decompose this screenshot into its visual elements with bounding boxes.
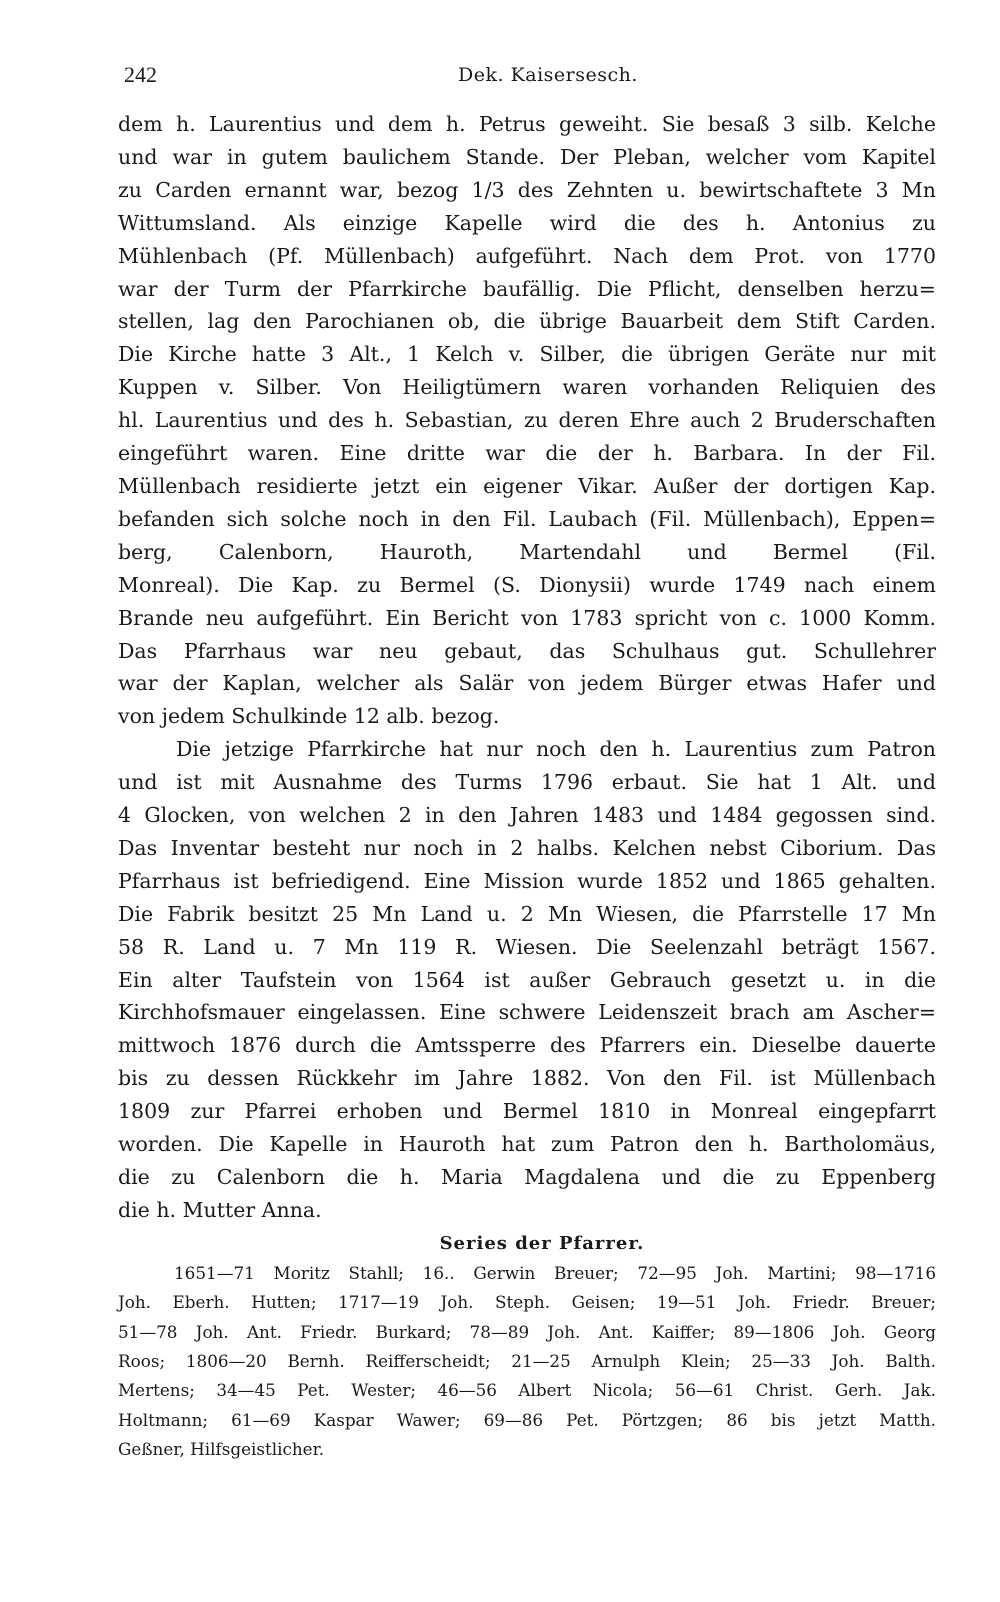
- text-line: stellen, lag den Parochianen ob, die übrige Bauarbeit dem Stift Carden.: [118, 309, 936, 334]
- text-line: und ist mit Ausnahme des Turms 1796 erbaut. Sie hat 1 Alt. und: [118, 770, 936, 795]
- series-line: Holtmann; 61—69 Kaspar Wawer; 69—86 Pet. Pörtzgen; 86 bis jetzt Matth.: [118, 1409, 936, 1430]
- text-line: hl. Laurentius und des h. Sebastian, zu deren Ehre auch 2 Bruderschaften: [118, 408, 936, 433]
- text-line: war der Turm der Pfarrkirche baufällig. Die Pflicht, denselben herzu=: [118, 276, 936, 301]
- text-line: Müllenbach residierte jetzt ein eigener Vikar. Außer der dortigen Kap.: [118, 473, 936, 498]
- text-line: worden. Die Kapelle in Hauroth hat zum Patron den h. Bartholomäus,: [118, 1132, 936, 1157]
- text-line: Das Pfarrhaus war neu gebaut, das Schulhaus gut. Schullehrer: [118, 638, 936, 663]
- text-line: berg, Calenborn, Hauroth, Martendahl und Bermel (Fil.: [118, 539, 936, 564]
- text-line: Mühlenbach (Pf. Müllenbach) aufgeführt. Nach dem Prot. von 1770: [118, 243, 936, 268]
- book-page: [118, 56, 936, 1465]
- text-line: Kirchhofsmauer eingelassen. Eine schwere Leidenszeit brach am Ascher=: [118, 1000, 936, 1025]
- text-line: die h. Mutter Anna.: [118, 1197, 322, 1222]
- text-line: Die jetzige Pfarrkirche hat nur noch den h. Laurentius zum Patron: [176, 737, 936, 762]
- text-line: 4 Glocken, von welchen 2 in den Jahren 1483 und 1484 gegossen sind.: [118, 803, 936, 828]
- text-line: Wittumsland. Als einzige Kapelle wird die des h. Antonius zu: [118, 210, 936, 235]
- text-line: war der Kaplan, welcher als Salär von jedem Bürger etwas Hafer und: [118, 671, 936, 696]
- text-line: eingeführt waren. Eine dritte war die der h. Barbara. In der Fil.: [118, 441, 936, 466]
- text-line: bis zu dessen Rückkehr im Jahre 1882. Von den Fil. ist Müllenbach: [118, 1066, 936, 1091]
- series-line: Roos; 1806—20 Bernh. Reifferscheidt; 21—25 Arnulph Klein; 25—33 Joh. Balth.: [118, 1351, 936, 1372]
- series-line: Mertens; 34—45 Pet. Wester; 46—56 Albert Nicola; 56—61 Christ. Gerh. Jak.: [118, 1380, 936, 1401]
- series-line: 1651—71 Moritz Stahll; 16.. Gerwin Breuer; 72—95 Joh. Martini; 98—1716: [174, 1262, 936, 1283]
- text-line: Die Kirche hatte 3 Alt., 1 Kelch v. Silber, die übrigen Geräte nur mit: [118, 342, 936, 367]
- text-line: von jedem Schulkinde 12 alb. bezog.: [118, 704, 500, 729]
- text-line: Kuppen v. Silber. Von Heiligtümern waren vorhanden Reliquien des: [118, 375, 936, 400]
- text-line: 1809 zur Pfarrei erhoben und Bermel 1810 in Monreal eingepfarrt: [118, 1099, 936, 1124]
- running-title: Dek. Kaisersesch.: [458, 64, 638, 86]
- text-line: Die Fabrik besitzt 25 Mn Land u. 2 Mn Wiesen, die Pfarrstelle 17 Mn: [118, 901, 936, 926]
- series-line: 51—78 Joh. Ant. Friedr. Burkard; 78—89 Joh. Ant. Kaiffer; 89—1806 Joh. Georg: [118, 1321, 936, 1342]
- text-line: mittwoch 1876 durch die Amtssperre des Pfarrers ein. Dieselbe dauerte: [118, 1033, 936, 1058]
- text-line: befanden sich solche noch in den Fil. Laubach (Fil. Müllenbach), Eppen=: [118, 506, 936, 531]
- series-heading: Series der Pfarrer.: [439, 1232, 645, 1254]
- text-line: Pfarrhaus ist befriedigend. Eine Mission wurde 1852 und 1865 gehalten.: [118, 868, 936, 893]
- text-line: Ein alter Taufstein von 1564 ist außer Gebrauch gesetzt u. in die: [118, 967, 936, 992]
- text-line: Monreal). Die Kap. zu Bermel (S. Dionysii) wurde 1749 nach einem: [118, 572, 936, 597]
- text-line: Brande neu aufgeführt. Ein Bericht von 1783 spricht von c. 1000 Komm.: [118, 605, 936, 630]
- page-header: [118, 56, 936, 96]
- text-line: und war in gutem baulichem Stande. Der Pleban, welcher vom Kapitel: [118, 144, 936, 169]
- text-line: dem h. Laurentius und dem h. Petrus geweiht. Sie besaß 3 silb. Kelche: [118, 112, 936, 136]
- text-line: Das Inventar besteht nur noch in 2 halbs. Kelchen nebst Ciborium. Das: [118, 835, 936, 860]
- text-line: zu Carden ernannt war, bezog 1/3 des Zehnten u. bewirtschaftete 3 Mn: [118, 177, 936, 202]
- series-line: Joh. Eberh. Hutten; 1717—19 Joh. Steph. Geisen; 19—51 Joh. Friedr. Breuer;: [118, 1292, 936, 1313]
- series-list: [118, 1259, 936, 1465]
- page-number: 242: [124, 62, 157, 87]
- series-line: Geßner, Hilfsgeistlicher.: [118, 1439, 325, 1460]
- text-line: 58 R. Land u. 7 Mn 119 R. Wiesen. Die Seelenzahl beträgt 1567.: [118, 934, 936, 959]
- text-line: die zu Calenborn die h. Maria Magdalena und die zu Eppenberg: [118, 1165, 936, 1189]
- main-text: [118, 108, 936, 1227]
